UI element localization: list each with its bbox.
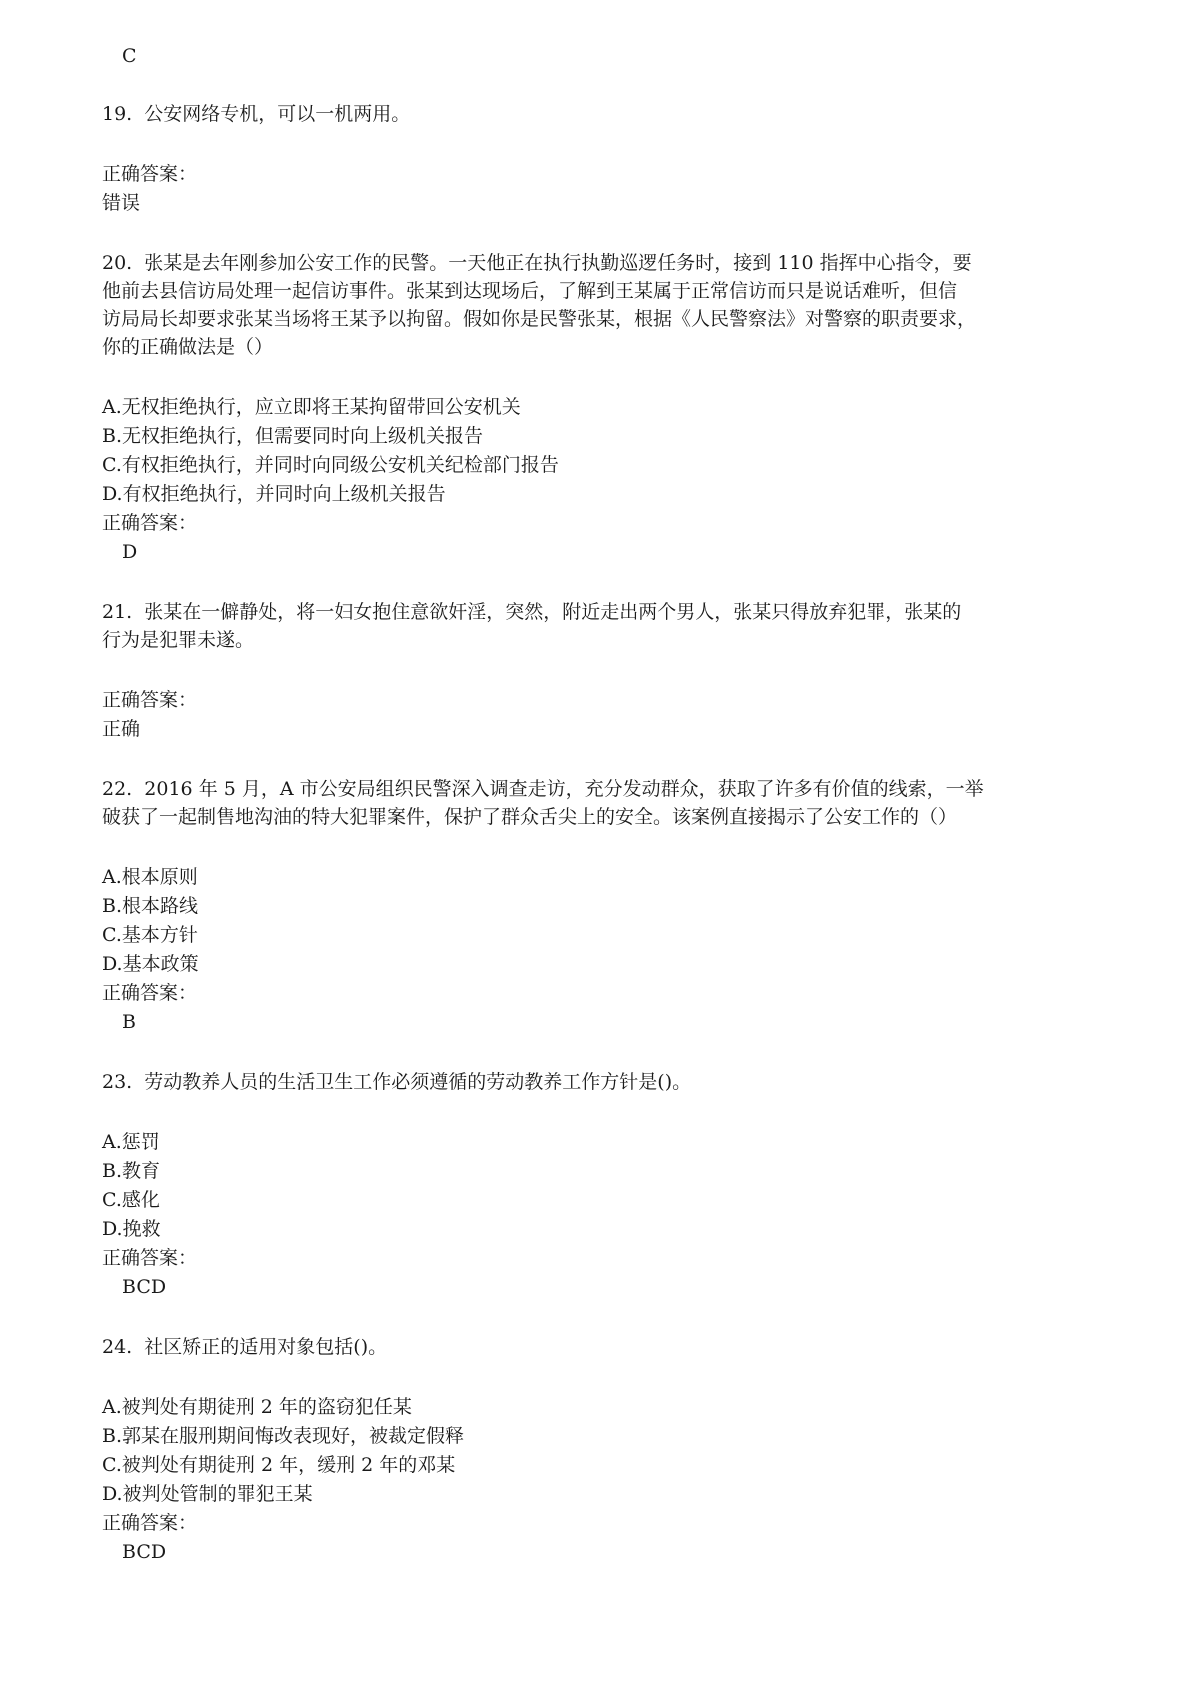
- text-line: 破获了一起制售地沟油的特大犯罪案件，保护了群众舌尖上的安全。该案例直接揭示了公安工作的（）: [102, 806, 958, 828]
- text-line: B: [122, 1011, 136, 1033]
- text-line: 正确答案：: [102, 689, 198, 711]
- text-line: A.根本原则: [102, 866, 198, 888]
- text-line: 正确答案：: [102, 1512, 198, 1534]
- text-line: D.有权拒绝执行，并同时向上级机关报告: [102, 483, 446, 505]
- text-line: B.无权拒绝执行，但需要同时向上级机关报告: [102, 425, 484, 447]
- text-line: A.惩罚: [102, 1131, 160, 1153]
- text-line: 24. 社区矫正的适用对象包括()。: [102, 1336, 388, 1358]
- text-line: 正确答案：: [102, 512, 198, 534]
- text-line: 正确答案：: [102, 982, 198, 1004]
- text-line: BCD: [122, 1541, 167, 1563]
- text-line: 你的正确做法是（）: [102, 336, 274, 358]
- text-line: 22. 2016 年 5 月，A 市公安局组织民警深入调查走访，充分发动群众，获取了许多有价值的线索，一举: [102, 778, 984, 800]
- text-line: B.教育: [102, 1160, 161, 1182]
- text-line: C.被判处有期徒刑 2 年，缓刑 2 年的邓某: [102, 1454, 456, 1476]
- text-line: 20. 张某是去年刚参加公安工作的民警。一天他正在执行执勤巡逻任务时，接到 110 指挥中心指令，要: [102, 252, 972, 274]
- text-line: D: [122, 541, 138, 563]
- text-line: D.被判处管制的罪犯王某: [102, 1483, 313, 1505]
- text-line: D.基本政策: [102, 953, 199, 975]
- text-line: 正确答案：: [102, 1247, 198, 1269]
- text-line: 正确答案：: [102, 163, 198, 185]
- text-line: C.基本方针: [102, 924, 198, 946]
- text-line: BCD: [122, 1276, 167, 1298]
- text-line: C.感化: [102, 1189, 160, 1211]
- text-line: B.根本路线: [102, 895, 199, 917]
- text-line: 他前去县信访局处理一起信访事件。张某到达现场后，了解到王某属于正常信访而只是说话难听，但信: [102, 280, 958, 302]
- text-line: 错误: [102, 192, 141, 214]
- text-line: 访局局长却要求张某当场将王某予以拘留。假如你是民警张某，根据《人民警察法》对警察的职责要求，: [102, 308, 977, 330]
- text-line: D.挽救: [102, 1218, 161, 1240]
- text-line: 21. 张某在一僻静处，将一妇女抱住意欲奸淫，突然，附近走出两个男人，张某只得放弃犯罪，张某的: [102, 601, 962, 623]
- text-line: A.被判处有期徒刑 2 年的盗窃犯任某: [102, 1396, 412, 1418]
- text-line: A.无权拒绝执行，应立即将王某拘留带回公安机关: [102, 396, 521, 418]
- text-line: C.有权拒绝执行，并同时向同级公安机关纪检部门报告: [102, 454, 559, 476]
- text-line: 行为是犯罪未遂。: [102, 629, 255, 651]
- text-line: 正确: [102, 718, 141, 740]
- text-line: 19. 公安网络专机，可以一机两用。: [102, 103, 411, 125]
- text-line: B.郭某在服刑期间悔改表现好，被裁定假释: [102, 1425, 465, 1447]
- text-line: 23. 劳动教养人员的生活卫生工作必须遵循的劳动教养工作方针是()。: [102, 1071, 692, 1093]
- text-line: C: [122, 45, 137, 67]
